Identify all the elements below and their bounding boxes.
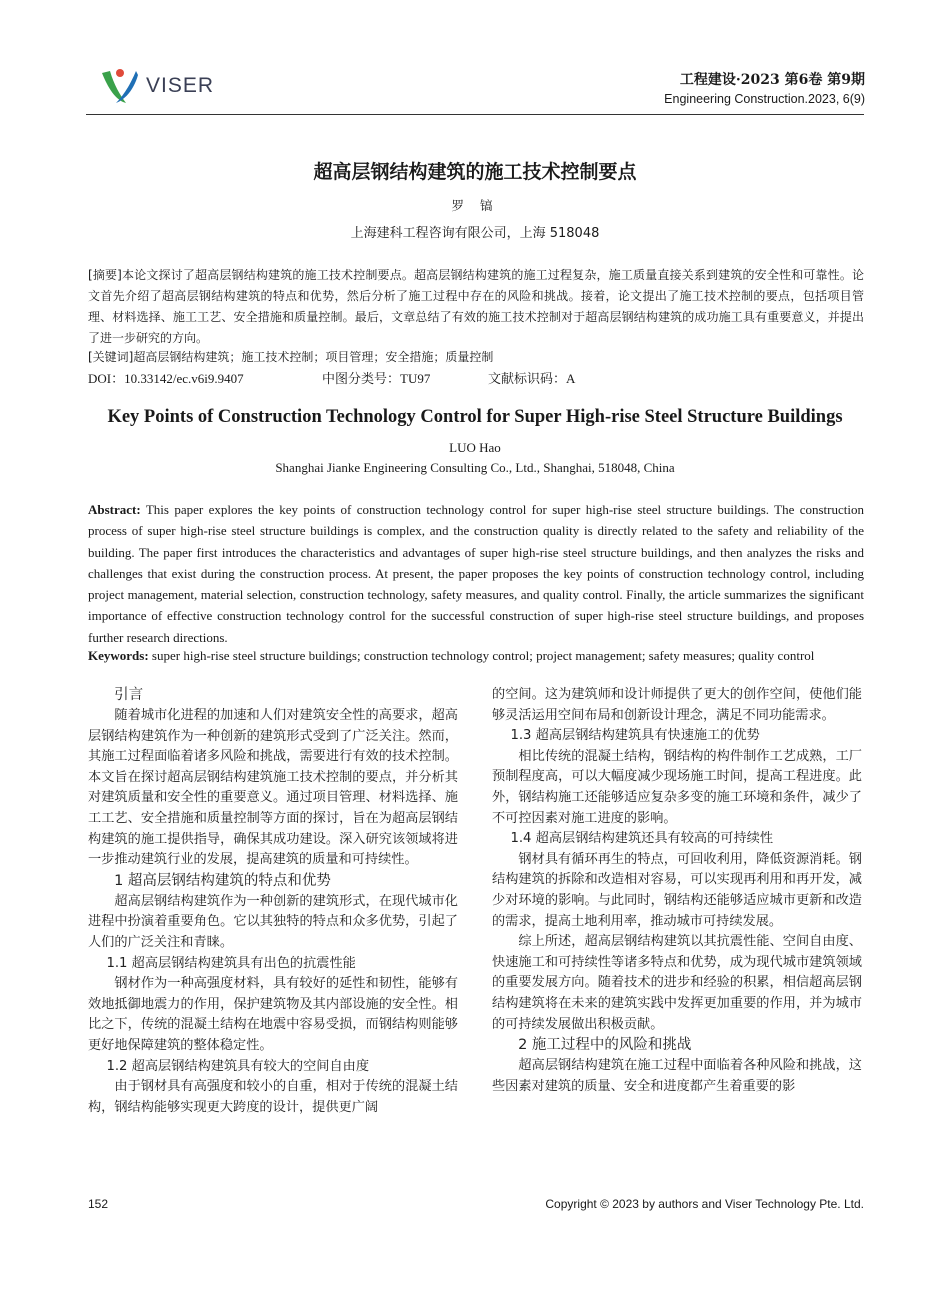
abstract-cn-text: 本论文探讨了超高层钢结构建筑的施工技术控制要点。超高层钢结构建筑的施工过程复杂，施工质量直接关系到建筑的安全性和可靠性。论文首先介绍了超高层钢结构建筑的特点和优势，然后分析了施工过程中存在的风险和挑战。接着，论文提出了施工技术控制的要点，包括项目管理、材料选择、施工工艺、安全措施和质量控制。最后，文章总结了有效的施工技术控制对于超高层钢结构建筑的成功施工具有重要意义，并提出了进一步研究的方向。 <box>88 268 864 345</box>
document-code: 文献标识码：A <box>488 371 576 386</box>
abstract-en <box>88 499 864 648</box>
author-cn: 罗 镐 <box>451 198 499 213</box>
paper-title-cn: 超高层钢结构建筑的施工技术控制要点 <box>313 161 637 183</box>
paper-title-en: Key Points of Construction Technology Control for Super High-rise Steel Structure Buildings <box>107 407 843 427</box>
page-number: 152 <box>88 1197 109 1211</box>
body-column-right <box>492 685 862 1097</box>
section-heading-2: 2 施工过程中的风险和挑战 <box>518 1037 692 1054</box>
subsection-1-3-paragraph: 相比传统的混凝土结构，钢结构的构件制作工艺成熟，工厂预制程度高，可以大幅度减少现场施工时间，提高工程进度。此外，钢结构施工还能够适应复杂多变的施工环境和条件，减少了不可控因素对施工进度的影响。 <box>492 748 862 826</box>
subsection-heading-1-2: 1.2 超高层钢结构建筑具有较大的空间自由度 <box>106 1058 370 1074</box>
section-1-paragraph: 超高层钢结构建筑作为一种创新的建筑形式，在现代城市化进程中扮演着重要角色。它以其独特的特点和众多优势，引起了人们的广泛关注和青睐。 <box>88 893 458 950</box>
keywords-en-text: super high-rise steel structure buildings; construction technology control; project management; safety measures; quality control <box>148 648 815 663</box>
section-heading-intro: 引言 <box>114 687 144 703</box>
body-column-left <box>88 685 458 1118</box>
journal-info <box>664 70 865 108</box>
keywords-cn-label: [关键词] <box>88 350 134 364</box>
keywords-cn <box>88 348 864 366</box>
clc-number: 中图分类号：TU97 <box>322 371 431 386</box>
summary-paragraph: 综上所述，超高层钢结构建筑以其抗震性能、空间自由度、快速施工和可持续性等诸多特点和优势，成为现代城市建筑领域的重要发展方向。随着技术的进步和经验的积累，相信超高层钢结构建筑将在未来的建筑实践中发挥更加重要的作用，并为城市的可持续发展做出积极贡献。 <box>492 934 862 1032</box>
abstract-en-text: This paper explores the key points of construction technology control for super high-rise steel structure buildings. The construction process of super high-rise steel structure buildings is complex, and the construction quality is directly related to the safety and reliability of the building. The paper first introduces the characteristics and advantages of super high-rise steel structure buildings, and then analyzes the risks and challenges that exist during the construction process. At present, the paper proposes the key points of construction technology control, including project management, material selection, construction technology, safety measures, and quality control. Finally, the article summarizes the significant importance of effective construction technology control for the successful construction of super high-rise steel structure buildings, and proposes further research directions. <box>88 502 864 645</box>
viser-logo-icon <box>96 63 142 109</box>
subsection-1-4-paragraph: 钢材具有循环再生的特点，可回收利用，降低资源消耗。钢结构建筑的拆除和改造相对容易，可以实现再利用和再开发，减少对环境的影响。与此同时，钢结构还能够适应城市更新和改造的需求，提高土地利用率，推动城市可持续发展。 <box>492 851 862 929</box>
affiliation-cn: 上海建科工程咨询有限公司，上海 518048 <box>350 226 600 241</box>
header-divider <box>86 114 864 115</box>
copyright: Copyright © 2023 by authors and Viser Technology Pte. Ltd. <box>545 1197 864 1211</box>
subsection-heading-1-1: 1.1 超高层钢结构建筑具有出色的抗震性能 <box>106 955 356 971</box>
abstract-en-label: Abstract: <box>88 502 141 517</box>
intro-paragraph: 随着城市化进程的加速和人们对建筑安全性的高要求，超高层钢结构建筑作为一种创新的建筑形式受到了广泛关注。然而，其施工过程面临着诸多风险和挑战，需要进行有效的技术控制。本文旨在探讨超高层钢结构建筑施工技术控制的要点，并分析其对建筑质量和安全性的重要意义。通过项目管理、材料选择、施工工艺、安全措施和质量控制等方面的探讨，旨在为超高层钢结构建筑的施工提供指导，确保其成功建设。深入研究该领域将进一步推动建筑行业的发展，提高建筑的质量和可持续性。 <box>88 708 458 868</box>
subsection-1-1-paragraph: 钢材作为一种高强度材料，具有较好的延性和韧性，能够有效地抵御地震力的作用，保护建筑物及其内部设施的安全性。相比之下，传统的混凝土结构在地震中容易受损，而钢结构则能够更好地保障建筑的整体稳定性。 <box>88 976 458 1053</box>
journal-title-en: Engineering Construction.2023, 6(9) <box>664 92 865 106</box>
keywords-cn-text: 超高层钢结构建筑；施工技术控制；项目管理；安全措施；质量控制 <box>133 350 494 364</box>
doi: DOI：10.33142/ec.v6i9.9407 <box>88 371 244 386</box>
section-heading-1: 1 超高层钢结构建筑的特点和优势 <box>114 872 331 889</box>
publisher-logo <box>96 62 216 110</box>
abstract-cn <box>88 265 864 349</box>
section-2-paragraph: 超高层钢结构建筑在施工过程中面临着各种风险和挑战，这些因素对建筑的质量、安全和进度都产生着重要的影 <box>492 1058 862 1094</box>
author-en: LUO Hao <box>449 440 501 455</box>
keywords-en-label: Keywords: <box>88 648 149 663</box>
affiliation-en: Shanghai Jianke Engineering Consulting Co., Ltd., Shanghai, 518048, China <box>275 460 675 475</box>
subsection-heading-1-3: 1.3 超高层钢结构建筑具有快速施工的优势 <box>510 728 760 744</box>
subsection-1-2-paragraph-continued: 的空间。这为建筑师和设计师提供了更大的创作空间，使他们能够灵活运用空间布局和创新设计理念，满足不同功能需求。 <box>492 687 862 723</box>
subsection-heading-1-4: 1.4 超高层钢结构建筑还具有较高的可持续性 <box>510 831 774 847</box>
journal-title-cn: 工程建设·2023 第6卷 第9期 <box>679 72 865 88</box>
abstract-cn-label: [摘要] <box>88 268 122 282</box>
logo-text: VISER <box>146 74 215 97</box>
keywords-en <box>88 647 864 665</box>
subsection-1-2-paragraph: 由于钢材具有高强度和较小的自重，相对于传统的混凝土结构，钢结构能够实现更大跨度的设计，提供更广阔 <box>88 1079 458 1115</box>
